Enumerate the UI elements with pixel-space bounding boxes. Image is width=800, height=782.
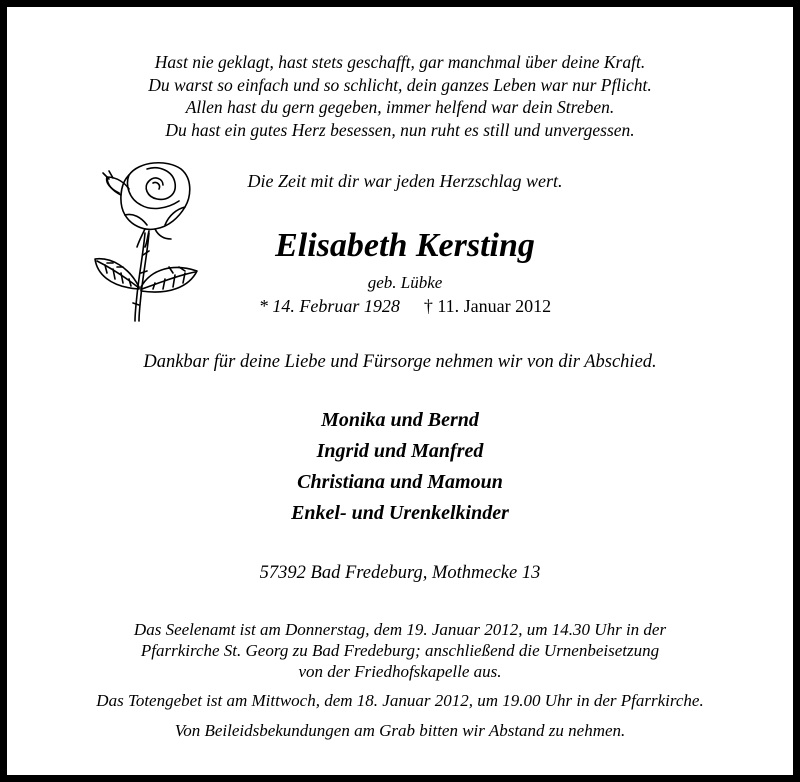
service-line: Pfarrkirche St. Georg zu Bad Fredeburg; anschließend die Urnenbeisetzung [140,641,660,660]
poem-line: Du warst so einfach und so schlicht, dein ganzes Leben war nur Pflicht. [148,74,652,95]
service-info [7,619,793,682]
family-member: Christiana und Mamoun [297,471,503,493]
address: 57392 Bad Fredeburg, Mothmecke 13 [259,563,541,583]
poem [7,51,793,141]
poem-line: Allen hast du gern gegeben, immer helfend war dein Streben. [185,97,615,117]
condolence-note: Von Beileidsbekundungen am Grab bitten wir Abstand zu nehmen. [174,721,626,740]
service-line: Das Seelenamt ist am Donnerstag, dem 19. Januar 2012, um 14.30 Uhr in der [133,620,667,639]
family-member: Monika und Bernd [321,409,479,431]
thanks-line: Dankbar für deine Liebe und Fürsorge nehmen wir von dir Abschied. [143,352,657,372]
death-date: † 11. Januar 2012 [423,296,552,316]
memorial-quote: Die Zeit mit dir war jeden Herzschlag wert. [247,171,563,191]
life-dates [155,296,655,317]
family-member: Enkel- und Urenkelkinder [291,502,509,524]
service-line: von der Friedhofskapelle aus. [298,662,502,681]
birth-date: * 14. Februar 1928 [258,296,400,316]
prayer-info: Das Totengebet ist am Mittwoch, dem 18. Januar 2012, um 19.00 Uhr in der Pfarrkirche. [96,691,704,710]
maiden-name: geb. Lübke [367,273,443,292]
family-list [7,405,793,529]
poem-line: Hast nie geklagt, hast stets geschafft, gar manchmal über deine Kraft. [154,52,646,72]
family-member: Ingrid und Manfred [316,440,484,462]
poem-line: Du hast ein gutes Herz besessen, nun ruht es still und unvergessen. [165,119,635,140]
deceased-name: Elisabeth Kersting [275,227,535,264]
